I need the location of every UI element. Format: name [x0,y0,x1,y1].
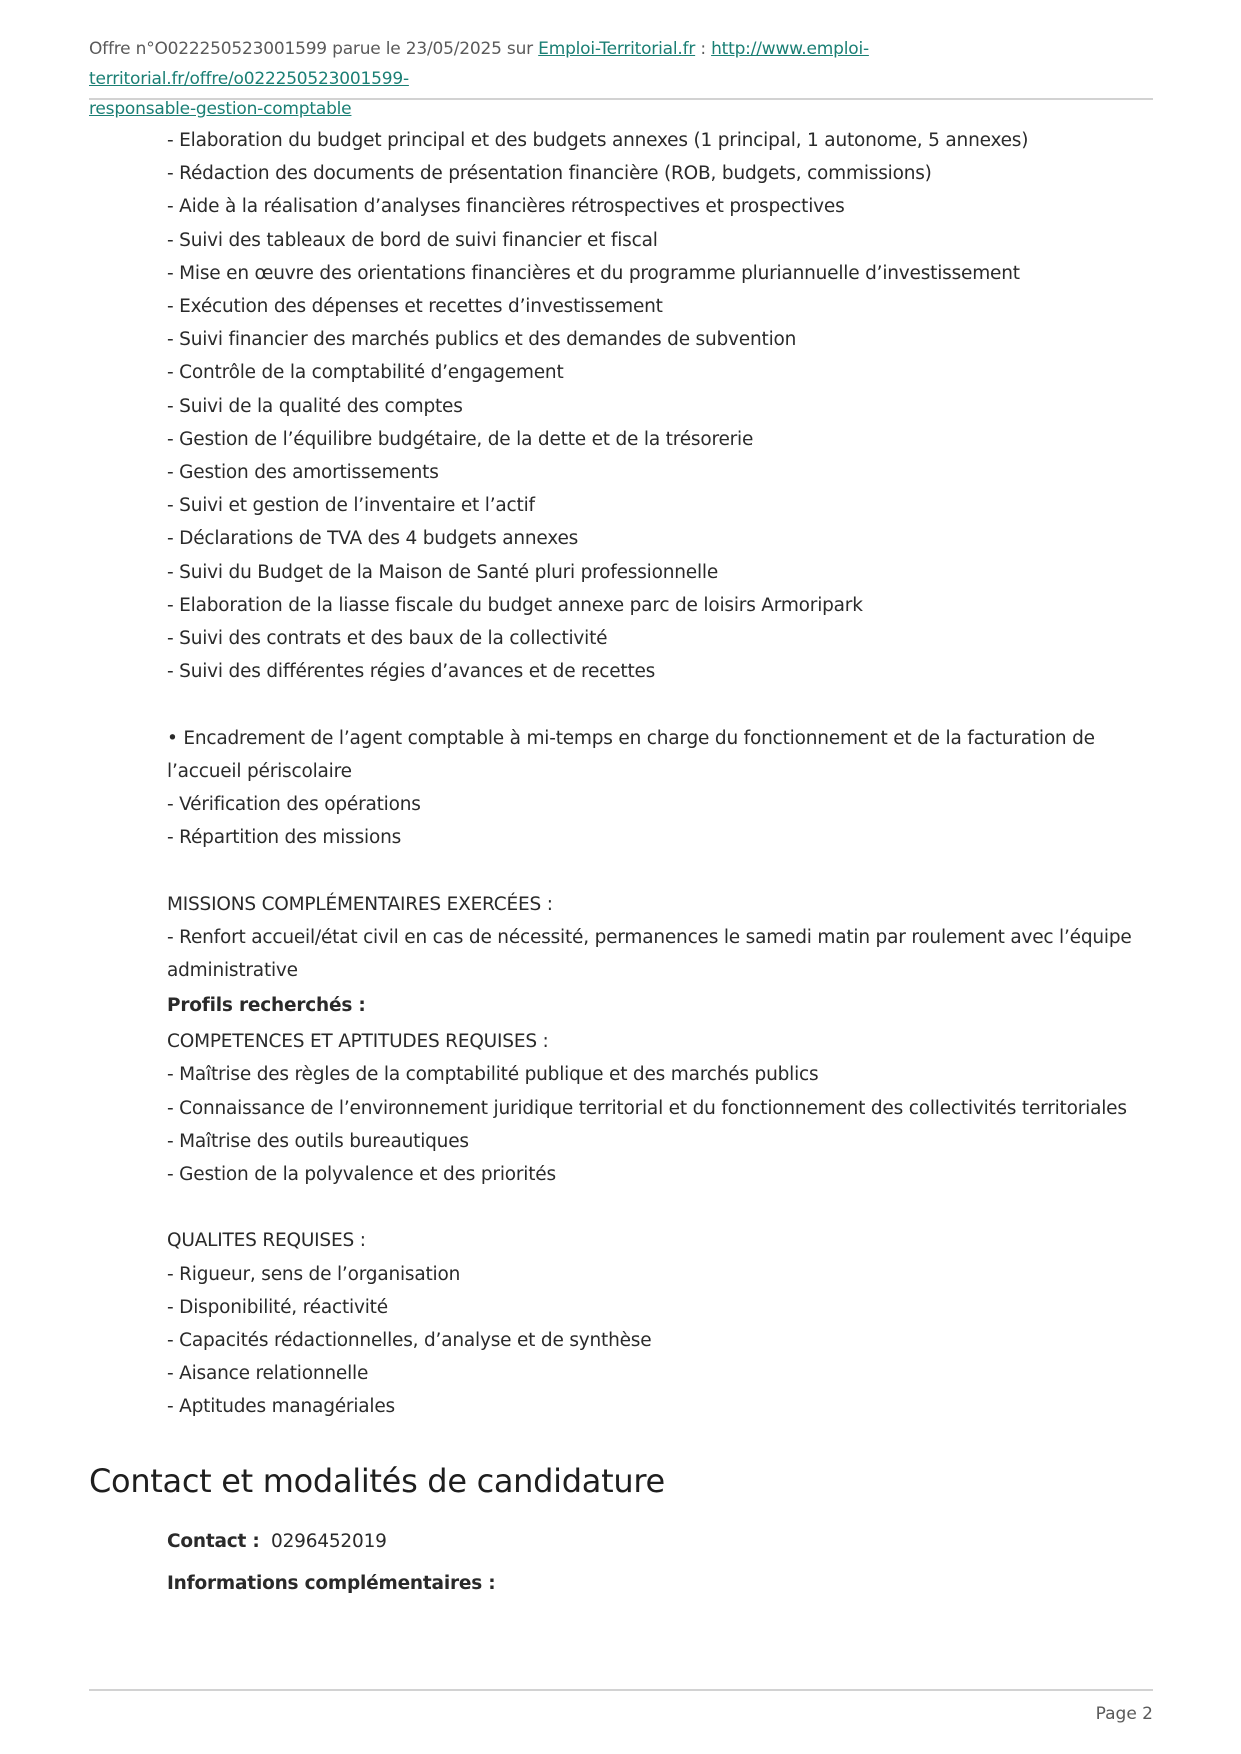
header-separator: : [695,39,712,59]
mission-item: - Contrôle de la comptabilité d’engagement [167,362,564,384]
competence-item: - Gestion de la polyvalence et des priorités [167,1164,556,1186]
info-row [167,1569,495,1599]
mission-item: - Aide à la réalisation d’analyses financières rétrospectives et prospectives [167,196,845,218]
contact-section-title: Contact et modalités de candidature [89,1462,665,1500]
footer-divider [89,1689,1153,1691]
mission-item: - Suivi des différentes régies d’avances et de recettes [167,661,656,683]
contact-phone: 0296452019 [271,1531,387,1552]
mission-item: - Suivi des contrats et des baux de la collectivité [167,628,608,650]
encadrement-item: - Répartition des missions [167,827,402,849]
mission-item: - Suivi du Budget de la Maison de Santé pluri professionnelle [167,561,719,583]
mission-item: - Rédaction des documents de présentation financière (ROB, budgets, commissions) [167,163,932,185]
qualite-item: - Rigueur, sens de l’organisation [167,1263,461,1285]
spacer [167,688,1157,721]
offer-reference: Offre n°O022250523001599 parue le 23/05/2025 sur [89,39,539,59]
competence-item: - Maîtrise des règles de la comptabilité publique et des marchés publics [167,1064,819,1086]
encadrement-item: - Vérification des opérations [167,794,421,816]
contact-block [167,1527,495,1611]
mission-item: - Suivi des tableaux de bord de suivi financier et fiscal [167,229,658,251]
qualite-item: - Aptitudes managériales [167,1396,395,1418]
mission-item: - Exécution des dépenses et recettes d’investissement [167,296,663,318]
header-divider [89,98,1153,100]
encadrement-bullet: • Encadrement de l’agent comptable à mi-temps en charge du fonctionnement et de la facturation de l’accueil périscolaire [167,727,1095,782]
mission-item: - Suivi de la qualité des comptes [167,395,463,417]
mission-item: - Elaboration du budget principal et des budgets annexes (1 principal, 1 autonome, 5 annexes) [167,130,1029,151]
offer-url-part2: responsable-gestion-comptable [89,99,352,119]
mission-item: - Elaboration de la liasse fiscale du budget annexe parc de loisirs Armoripark [167,594,863,616]
encadrement-block [167,722,1157,855]
info-label: Informations complémentaires : [167,1573,496,1594]
qualite-item: - Aisance relationnelle [167,1363,369,1385]
mission-item: - Mise en œuvre des orientations financières et du programme pluriannuelle d’investissement [167,262,1020,284]
mission-item: - Gestion de l’équilibre budgétaire, de la dette et de la trésorerie [167,428,754,450]
competences-heading: COMPETENCES ET APTITUDES REQUISES : [167,1031,549,1053]
mission-item: - Suivi financier des marchés publics et des demandes de subvention [167,329,797,351]
competence-item: - Maîtrise des outils bureautiques [167,1130,469,1152]
mission-item: - Déclarations de TVA des 4 budgets annexes [167,528,579,550]
offer-url-part1: http://www.emploi-territorial.fr/offre/o022250523001599- [89,39,869,89]
spacer [167,1191,1157,1224]
page-number: Page 2 [1095,1704,1153,1724]
mission-item: - Gestion des amortissements [167,462,439,484]
missions-complementaires-block [167,888,1157,988]
contact-row [167,1527,495,1557]
competence-item: - Connaissance de l’environnement juridique territorial et du fonctionnement des collectivités territoriales [167,1097,1127,1119]
mission-item: - Suivi et gestion de l’inventaire et l’actif [167,495,535,517]
missions-complementaires-heading: MISSIONS COMPLÉMENTAIRES EXERCÉES : [167,893,553,915]
missions-complementaires-text: - Renfort accueil/état civil en cas de nécessité, permanences le samedi matin par roulement avec l’équipe administrative [167,926,1132,982]
contact-label: Contact : [167,1531,260,1552]
missions-list [167,124,1157,688]
qualite-item: - Capacités rédactionnelles, d’analyse et de synthèse [167,1330,652,1352]
site-link[interactable]: Emploi-Territorial.fr [538,39,696,59]
qualites-block [167,1224,1157,1423]
competences-block [167,1025,1157,1191]
qualite-item: - Disponibilité, réactivité [167,1296,388,1318]
page-header [89,34,1153,124]
job-description [167,124,1157,1424]
profils-label: Profils recherchés : [167,995,366,1017]
qualites-heading: QUALITES REQUISES : [167,1230,366,1252]
spacer [167,854,1157,887]
